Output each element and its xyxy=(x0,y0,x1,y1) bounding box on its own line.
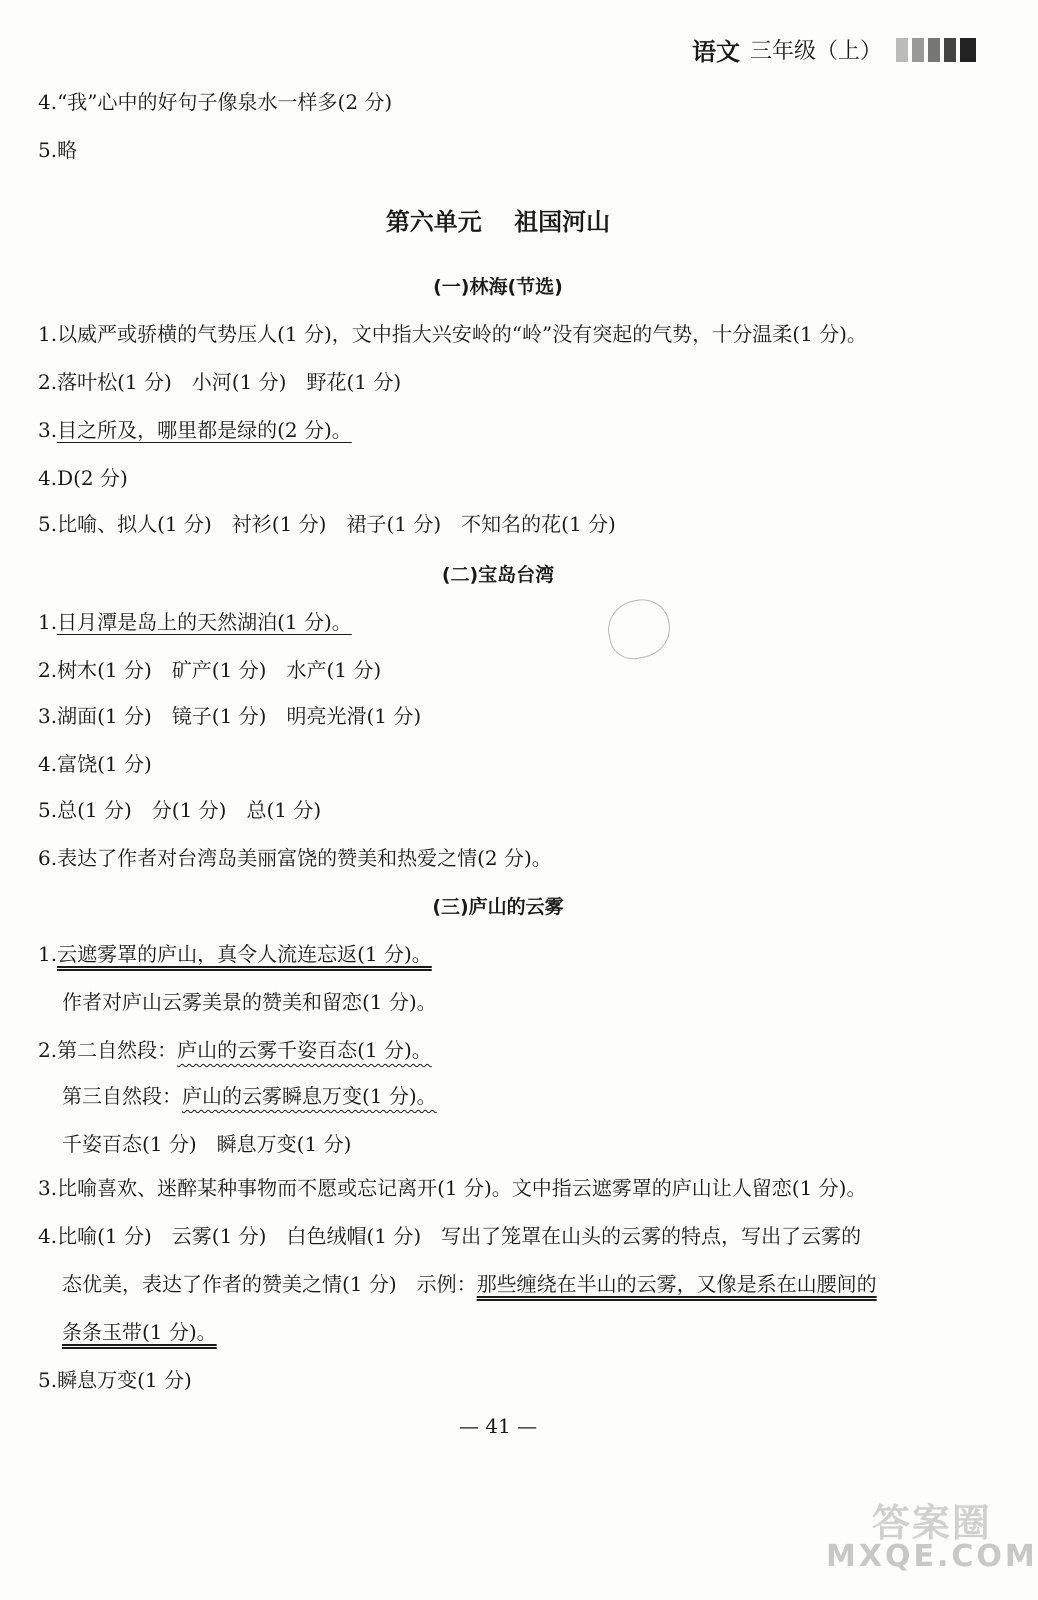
double-underlined-answer: 那些缠绕在半山的云雾，又像是系在山腰间的 xyxy=(476,1272,877,1296)
answer-line xyxy=(62,1270,877,1298)
answer-line: 4.D(2 分) xyxy=(38,466,128,490)
answer-line xyxy=(38,608,352,636)
answer-line: 2.落叶松(1 分) 小河(1 分) 野花(1 分) xyxy=(38,370,402,394)
answer-line: 4.富饶(1 分) xyxy=(38,752,152,776)
section-title: (二)宝岛台湾 xyxy=(441,564,555,586)
subject-label: 语文 xyxy=(691,38,740,66)
double-underlined-answer: 条条玉带(1 分)。 xyxy=(62,1320,217,1344)
answer-line: 2.树木(1 分) 矿产(1 分) 水产(1 分) xyxy=(38,658,382,682)
double-underlined-answer: 云遮雾罩的庐山，真令人流连忘返(1 分)。 xyxy=(57,942,432,966)
answer-text: 态优美，表达了作者的赞美之情(1 分) 示例： xyxy=(62,1272,477,1296)
answer-line xyxy=(62,1082,437,1110)
answer-line xyxy=(38,1036,432,1064)
section-title: (三)庐山的云雾 xyxy=(432,896,564,918)
page-header xyxy=(692,32,976,67)
stamp-mark xyxy=(603,594,676,664)
answer-line: 作者对庐山云雾美景的赞美和留恋(1 分)。 xyxy=(62,990,437,1014)
watermark xyxy=(826,1501,1038,1574)
answer-line: 6.表达了作者对台湾岛美丽富饶的赞美和热爱之情(2 分)。 xyxy=(38,846,552,870)
answer-line: 3.比喻喜欢、迷醉某种事物而不愿或忘记离开(1 分)。文中指云遮雾罩的庐山让人留恋(1 分)。 xyxy=(38,1176,867,1200)
watermark-line: MXQE.COM xyxy=(826,1539,1038,1574)
answer-line xyxy=(38,416,352,444)
answer-line: 5.略 xyxy=(38,138,78,162)
header-decoration-bars xyxy=(896,38,976,62)
answer-line: 4.“我”心中的好句子像泉水一样多(2 分) xyxy=(38,90,393,114)
unit-title: 第六单元 祖国河山 xyxy=(385,208,611,236)
wavy-underlined-answer: 庐山的云雾瞬息万变(1 分)。 xyxy=(182,1084,437,1108)
question-number: 3. xyxy=(38,418,58,442)
answer-line xyxy=(38,940,432,968)
answer-line: 5.比喻、拟人(1 分) 衬衫(1 分) 裙子(1 分) 不知名的花(1 分) xyxy=(38,512,616,536)
underlined-answer: 日月潭是岛上的天然湖泊(1 分)。 xyxy=(57,610,352,634)
page-number: — 41 — xyxy=(458,1414,538,1438)
answer-line: 5.瞬息万变(1 分) xyxy=(38,1368,192,1392)
faint-background-mark xyxy=(122,1344,137,1385)
grade-label: 三年级（上） xyxy=(749,39,882,64)
answer-line: 4.比喻(1 分) 云雾(1 分) 白色绒帽(1 分) 写出了笼罩在山头的云雾的特点，写出了云雾的 xyxy=(38,1224,862,1248)
question-number: 1. xyxy=(38,942,58,966)
underlined-answer: 目之所及，哪里都是绿的(2 分)。 xyxy=(57,418,352,442)
question-number: 1. xyxy=(38,610,58,634)
wavy-underlined-answer: 庐山的云雾千姿百态(1 分)。 xyxy=(177,1038,432,1062)
answer-line: 千姿百态(1 分) 瞬息万变(1 分) xyxy=(62,1132,352,1156)
answer-line: 1.以威严或骄横的气势压人(1 分)，文中指大兴安岭的“岭”没有突起的气势，十分温柔(1 分)。 xyxy=(38,322,867,346)
section-title: (一)林海(节选) xyxy=(433,276,563,298)
answer-prefix: 第三自然段： xyxy=(62,1084,182,1108)
answer-line xyxy=(62,1318,217,1346)
answer-line: 5.总(1 分) 分(1 分) 总(1 分) xyxy=(38,798,322,822)
watermark-line: 答案圈 xyxy=(871,1501,992,1545)
answer-line: 3.湖面(1 分) 镜子(1 分) 明亮光滑(1 分) xyxy=(38,704,422,728)
answer-prefix: 2.第二自然段： xyxy=(38,1038,178,1062)
